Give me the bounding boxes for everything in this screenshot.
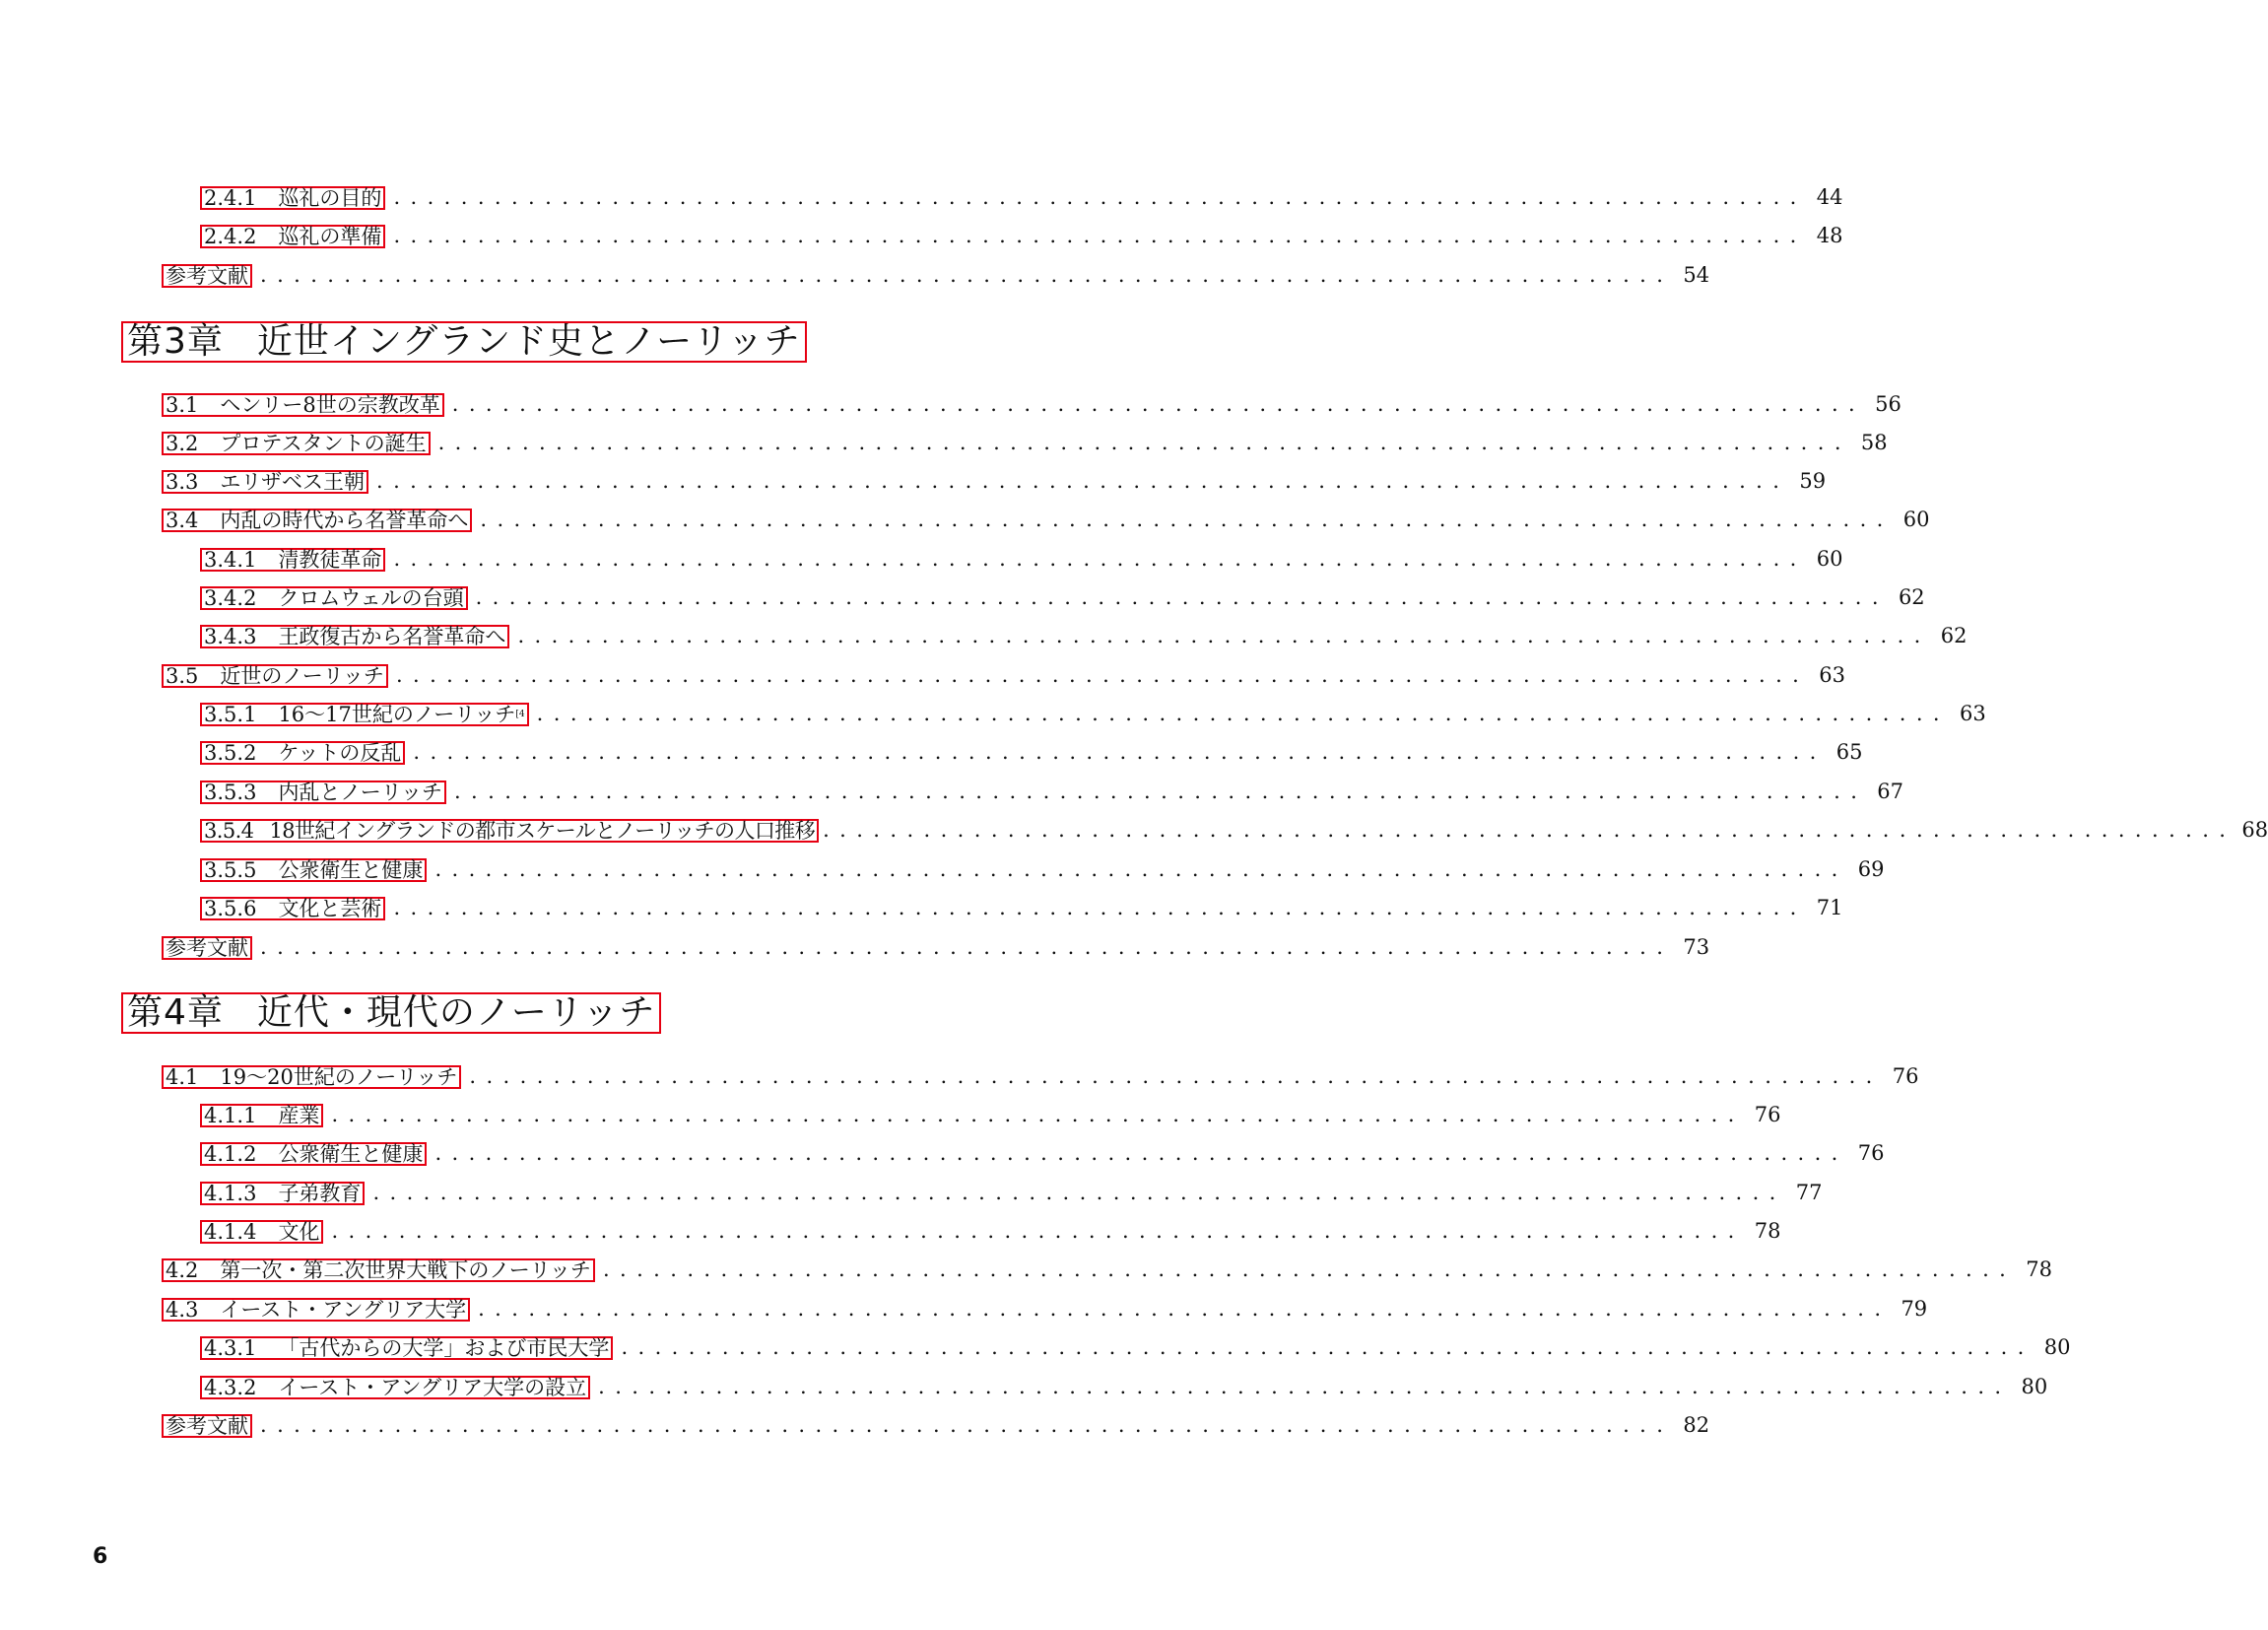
section-number: 2.4.1 — [204, 186, 257, 210]
toc-entry-label[interactable] — [200, 781, 446, 804]
toc-entry-references[interactable] — [162, 1408, 1710, 1438]
section-title: イースト・アングリア大学 — [220, 1298, 467, 1322]
page-ref: 80 — [2021, 1375, 2048, 1398]
dot-leader: .................................................................................... — [260, 263, 1674, 287]
dot-leader: .................................................................................... — [437, 431, 1851, 454]
page-ref: 63 — [1960, 702, 1986, 725]
toc-entry[interactable] — [200, 180, 1843, 210]
page-ref: 60 — [1816, 547, 1843, 571]
chapter-title: 近世イングランド史とノーリッチ — [256, 321, 801, 362]
section-number: 3.5.1 — [204, 703, 257, 726]
toc-entry[interactable] — [200, 1136, 1885, 1166]
toc-entry[interactable] — [200, 1214, 1781, 1244]
dot-leader: .................................................................................... — [621, 1335, 2035, 1359]
section-number: 4.1 — [166, 1065, 199, 1089]
toc-entry-label[interactable] — [162, 1298, 470, 1322]
section-number: 4.3.1 — [204, 1336, 257, 1360]
dot-leader: .................................................................................... — [331, 1219, 1745, 1243]
dot-leader: .................................................................................... — [393, 896, 1807, 919]
section-title: 公衆衛生と健康 — [278, 1142, 424, 1166]
page-ref: 68 — [2241, 818, 2268, 842]
dot-leader: .................................................................................... — [451, 392, 1866, 416]
page-ref: 48 — [1816, 224, 1843, 247]
section-title: 清教徒革命 — [278, 548, 382, 572]
page-ref: 56 — [1875, 392, 1901, 416]
section-number: 4.1.3 — [204, 1182, 257, 1205]
dot-leader: .................................................................................... — [376, 469, 1790, 493]
page-ref: 76 — [1892, 1064, 1919, 1088]
page-ref: 58 — [1860, 431, 1888, 454]
dot-leader: .................................................................................... — [260, 1413, 1674, 1437]
dot-leader: .................................................................................... — [393, 224, 1807, 247]
dot-leader: .................................................................................... — [260, 935, 1674, 959]
toc-entry[interactable] — [200, 619, 1968, 648]
page-ref: 78 — [1754, 1219, 1781, 1243]
toc-entry-label[interactable] — [162, 264, 252, 288]
section-number: 3.5.3 — [204, 781, 257, 804]
toc-entry-label[interactable] — [162, 470, 368, 494]
section-number: 3.5.2 — [204, 741, 257, 765]
section-number: 4.1.1 — [204, 1104, 257, 1127]
page-ref: 76 — [1754, 1103, 1781, 1126]
toc-entry[interactable] — [200, 219, 1843, 248]
dot-leader: .................................................................................... — [598, 1375, 2012, 1398]
section-number: 3.5 — [166, 664, 199, 688]
toc-entry[interactable] — [200, 697, 1986, 726]
toc-entry-label[interactable] — [200, 1182, 365, 1205]
dot-leader: .................................................................................... — [517, 624, 1931, 647]
section-number: 3.5.5 — [204, 858, 257, 882]
page-ref: 80 — [2043, 1335, 2071, 1359]
section-title: 「古代からの大学」および市民大学 — [278, 1336, 610, 1360]
dot-leader: .................................................................................... — [393, 185, 1807, 209]
toc-entry[interactable] — [200, 1098, 1781, 1127]
toc-entry-label[interactable] — [162, 664, 388, 688]
toc-entry-label[interactable] — [200, 1104, 323, 1127]
toc-entry[interactable] — [162, 387, 1901, 417]
section-number: 3.4.1 — [204, 548, 257, 572]
chapter-number: 第4章 — [127, 992, 224, 1033]
page-ref: 67 — [1877, 780, 1904, 803]
toc-entry-label[interactable] — [200, 186, 385, 210]
section-number: 3.4 — [166, 509, 199, 532]
section-title: 子弟教育 — [278, 1182, 362, 1205]
dot-leader: .................................................................................... — [478, 1297, 1892, 1321]
section-title: 産業 — [278, 1104, 320, 1127]
toc-entry-label[interactable] — [162, 1258, 595, 1282]
section-title: 文化と芸術 — [278, 897, 382, 920]
dot-leader: .................................................................................... — [602, 1257, 2017, 1281]
page-ref: 65 — [1835, 740, 1863, 764]
toc-entry[interactable] — [200, 735, 1863, 765]
section-number: 3.1 — [166, 393, 199, 417]
page-ref: 71 — [1816, 896, 1843, 919]
section-number: 3.4.3 — [204, 625, 257, 648]
section-title: 内乱とノーリッチ — [278, 781, 442, 804]
section-title: 王政復古から名誉革命へ — [278, 625, 506, 648]
dot-leader: .................................................................................... — [469, 1064, 1883, 1088]
section-number: 2.4.2 — [204, 225, 257, 248]
toc-entry-label[interactable] — [200, 225, 385, 248]
section-number: 4.1.4 — [204, 1220, 257, 1244]
dot-leader: .................................................................................... — [395, 663, 1810, 687]
dot-leader: .................................................................................... — [434, 1141, 1848, 1165]
page-ref: 79 — [1901, 1297, 1928, 1321]
toc-entry-label[interactable] — [200, 1220, 323, 1244]
page-ref: 63 — [1819, 663, 1845, 687]
page-ref: 60 — [1902, 508, 1930, 531]
section-title: クロムウェルの台頭 — [278, 586, 464, 610]
toc-entry-references[interactable] — [162, 930, 1710, 960]
section-title: 内乱の時代から名誉革命へ — [220, 509, 469, 532]
dot-leader: .................................................................................... — [393, 547, 1807, 571]
toc-entry[interactable] — [200, 775, 1904, 804]
toc-entry[interactable] — [162, 658, 1845, 688]
section-number: 3.4.2 — [204, 586, 257, 610]
toc-entry-label[interactable] — [200, 1376, 590, 1399]
page-ref: 59 — [1799, 469, 1827, 493]
toc-entry[interactable] — [200, 580, 1925, 610]
toc-entry[interactable] — [162, 1059, 1919, 1089]
toc-entry[interactable] — [162, 1253, 2052, 1282]
dot-leader: .................................................................................... — [480, 508, 1894, 531]
page-number: 6 — [93, 1544, 108, 1569]
section-title: 18世紀イングランドの都市スケールとノーリッチの人口推移 — [269, 819, 816, 843]
toc-entry[interactable] — [200, 542, 1843, 572]
toc-entry[interactable] — [200, 1370, 2048, 1399]
toc-entry-label[interactable] — [200, 1336, 613, 1360]
section-title: 巡礼の目的 — [278, 186, 382, 210]
section-title: イースト・アングリア大学の設立 — [278, 1376, 587, 1399]
section-title: 参考文献 — [166, 936, 248, 960]
dot-leader: .................................................................................... — [434, 857, 1848, 881]
toc-entry-label[interactable] — [162, 432, 431, 455]
toc-entry[interactable] — [162, 464, 1827, 494]
toc-entry-label[interactable] — [200, 741, 405, 765]
section-title: 第一次・第二次世界大戦下のノーリッチ — [220, 1258, 591, 1282]
section-title: ケットの反乱 — [278, 741, 402, 765]
toc-entry[interactable] — [200, 852, 1885, 882]
toc-entry-label[interactable] — [200, 586, 468, 610]
section-title: 19～20世紀のノーリッチ — [220, 1065, 458, 1089]
dot-leader: .................................................................................... — [453, 780, 1868, 803]
toc-entry[interactable] — [200, 891, 1843, 920]
toc-entry[interactable] — [200, 1330, 2071, 1360]
toc-entry-label[interactable] — [200, 548, 385, 572]
toc-entry[interactable] — [162, 426, 1888, 455]
dot-leader: .................................................................................... — [413, 740, 1827, 764]
dot-leader: .................................................................................... — [372, 1181, 1786, 1204]
toc-entry-label[interactable] — [200, 819, 819, 843]
toc-entry-label[interactable] — [200, 1142, 427, 1166]
section-number: 4.3 — [166, 1298, 199, 1322]
section-title: 16～17世紀のノーリッチ — [278, 703, 516, 726]
section-title: 近世のノーリッチ — [220, 664, 384, 688]
toc-entry-label[interactable] — [200, 625, 509, 648]
page-ref: 78 — [2026, 1257, 2052, 1281]
section-number: 4.2 — [166, 1258, 199, 1282]
section-number: 3.2 — [166, 432, 199, 455]
dot-leader: .................................................................................... — [536, 702, 1950, 725]
page-ref: 54 — [1683, 263, 1710, 287]
section-title: 文化 — [278, 1220, 320, 1244]
section-title: 参考文献 — [166, 264, 248, 288]
page-ref: 62 — [1940, 624, 1968, 647]
toc-entry-label[interactable] — [162, 393, 444, 417]
dot-leader: .................................................................................... — [331, 1103, 1745, 1126]
section-number: 4.1.2 — [204, 1142, 257, 1166]
toc-entry-label[interactable]: 3.5.1 16～17世紀のノーリッチ [4 — [200, 703, 529, 726]
section-title: 公衆衛生と健康 — [278, 858, 424, 882]
toc-entry[interactable] — [200, 813, 2268, 843]
chapter-title: 近代・現代のノーリッチ — [256, 992, 656, 1033]
page-ref: 69 — [1857, 857, 1885, 881]
section-number: 3.3 — [166, 470, 199, 494]
toc-entry[interactable] — [162, 1292, 1928, 1322]
chapter-number: 第3章 — [127, 321, 224, 362]
toc-entry-label[interactable] — [162, 1414, 252, 1438]
toc-entry-references[interactable] — [162, 258, 1710, 288]
section-number: 4.3.2 — [204, 1376, 257, 1399]
page-ref: 62 — [1898, 585, 1925, 609]
section-title: 参考文献 — [166, 1414, 248, 1438]
toc-entry-label[interactable] — [162, 1065, 461, 1089]
toc-entry-label[interactable] — [162, 936, 252, 960]
toc-entry-label[interactable] — [200, 897, 385, 920]
toc-entry-label[interactable] — [200, 858, 427, 882]
page-ref: 44 — [1816, 185, 1843, 209]
section-number: 3.5.4 — [204, 819, 254, 843]
section-title: プロテスタントの誕生 — [220, 432, 427, 455]
chapter-heading-3[interactable] — [121, 321, 807, 363]
chapter-heading-4[interactable] — [121, 992, 661, 1034]
dot-leader: .................................................................................... — [823, 818, 2236, 842]
toc-entry-label[interactable] — [162, 509, 472, 532]
page-ref: 77 — [1795, 1181, 1823, 1204]
section-title: ヘンリー8世の宗教改革 — [220, 393, 440, 417]
toc-entry[interactable] — [200, 1176, 1823, 1205]
section-title: エリザベス王朝 — [220, 470, 365, 494]
toc-entry[interactable] — [162, 503, 1930, 532]
section-title: 巡礼の準備 — [278, 225, 382, 248]
dot-leader: .................................................................................... — [475, 585, 1889, 609]
page-ref: 82 — [1683, 1413, 1710, 1437]
section-number: 3.5.6 — [204, 897, 257, 920]
page-ref: 76 — [1857, 1141, 1885, 1165]
page-ref: 73 — [1683, 935, 1710, 959]
